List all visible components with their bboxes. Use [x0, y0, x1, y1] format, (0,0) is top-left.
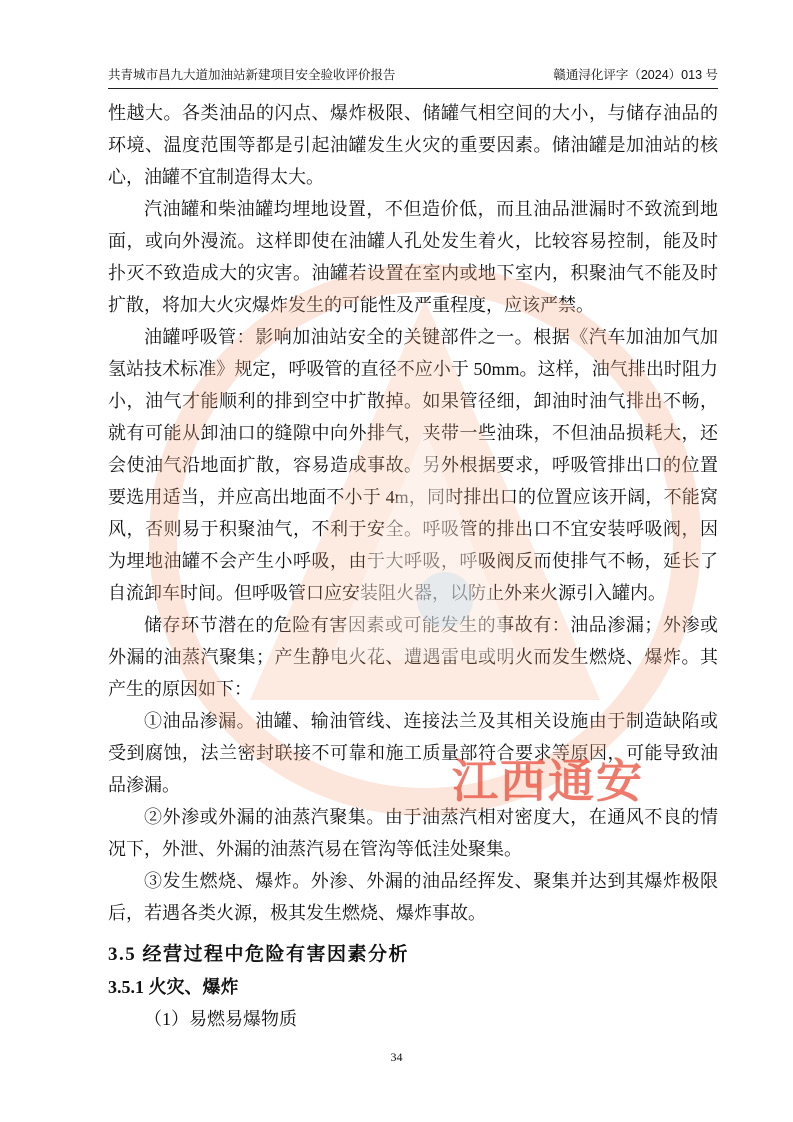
- watermark-text: 江西通安: [452, 755, 644, 807]
- subsection-item: （1）易燃易爆物质: [144, 1009, 297, 1029]
- paragraph-continuation: 性越大。各类油品的闪点、爆炸极限、储罐气相空间的大小，与储存油品的环境、温度范围等都是引起油罐发生火灾的重要因素。储油罐是加油站的核心，油罐不宜制造得太大。: [108, 103, 718, 187]
- paragraph-tank-burial: 汽油罐和柴油罐均埋地设置，不但造价低，而且油品泄漏时不致流到地面，或向外漫流。这样即使在油罐人孔处发生着火，比较容易控制，能及时扑灭不致造成大的灾害。油罐若设置在室内或地下室内，积聚油气不能及时扩散，将加大火灾爆炸发生的可能性及严重程度，应该严禁。: [108, 199, 718, 315]
- page-body: [108, 97, 718, 1035]
- section-heading: 3.5 经营过程中危险有害因素分析: [108, 944, 410, 965]
- subsection-heading: 3.5.1 火灾、爆炸: [108, 977, 239, 997]
- list-item-leakage: ①油品渗漏。油罐、输油管线、连接法兰及其相关设施由于制造缺陷或受到腐蚀，法兰密封联接不可靠和施工质量部符合要求等原因，可能导致油品渗漏。: [108, 711, 718, 795]
- list-item-combustion: ③发生燃烧、爆炸。外渗、外漏的油品经挥发、聚集并达到其爆炸极限后，若遇各类火源，极其发生燃烧、爆炸事故。: [108, 871, 718, 923]
- paragraph-storage-hazards: 储存环节潜在的危险有害因素或可能发生的事故有：油品渗漏；外渗或外漏的油蒸汽聚集；产生静电火花、遭遇雷电或明火而发生燃烧、爆炸。其产生的原因如下：: [108, 615, 718, 699]
- list-item-vapor-accumulation: ②外渗或外漏的油蒸汽聚集。由于油蒸汽相对密度大，在通风不良的情况下，外泄、外漏的油蒸汽易在管沟等低洼处聚集。: [108, 807, 718, 859]
- report-title: 共青城市昌九大道加油站新建项目安全验收评价报告: [108, 68, 396, 82]
- header-divider: [108, 88, 718, 89]
- document-number: 赣通浔化评字（2024）013 号: [553, 68, 718, 82]
- paragraph-vent-pipe: 油罐呼吸管：影响加油站安全的关键部件之一。根据《汽车加油加气加氢站技术标准》规定，呼吸管的直径不应小于 50mm。这样，油气排出时阻力小，油气才能顺利的排到空中扩散掉。如果管径细，卸油时油气排出不畅，就有可能从卸油口的缝隙中向外排气，夹带一些油珠，不但油品损耗大，还会使油气沿地面扩散，容易造成事故。另外根据要求，呼吸管排出口的位置要选用适当，并应高出地面不小于 4m，同时排出口的位置应该开阔，不能窝风，否则易于积聚油气，不利于安全。呼吸管的排出口不宜安装呼吸阀，因为埋地油罐不会产生小呼吸，由于大呼吸，呼吸阀反而使排气不畅，延长了自流卸车时间。但呼吸管口应安装阻火器，以防止外来火源引入罐内。: [108, 327, 718, 603]
- page-number: 34: [390, 1050, 403, 1064]
- page-header: [108, 64, 718, 86]
